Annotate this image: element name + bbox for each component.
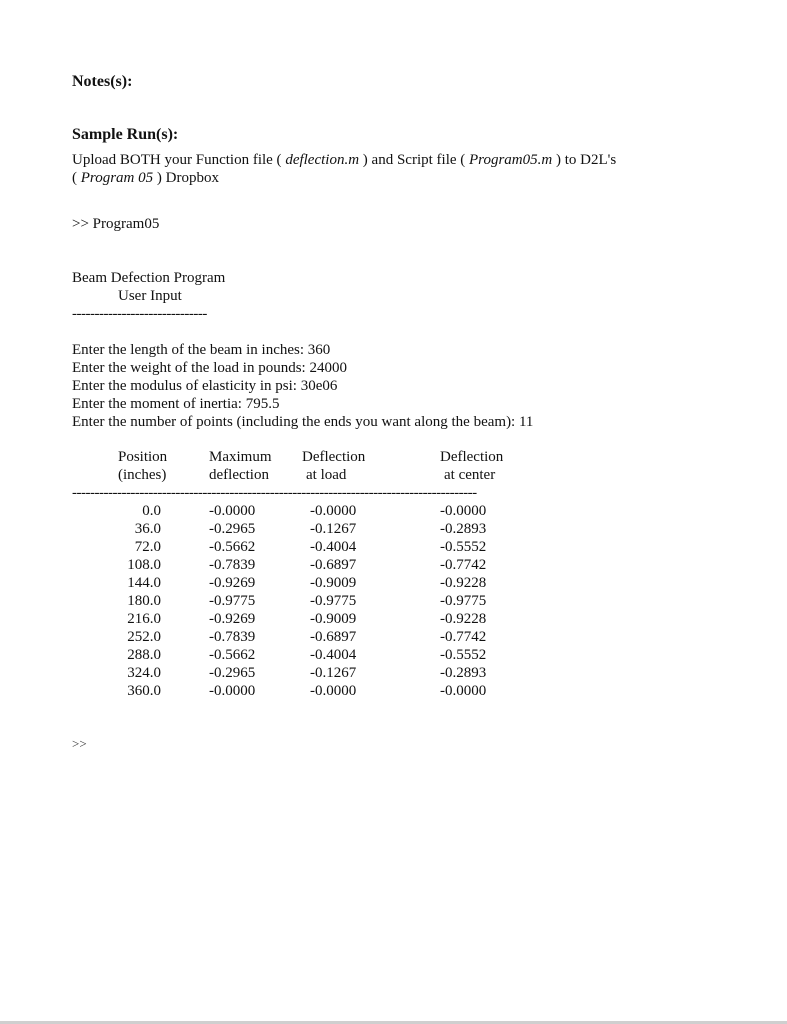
input-line-modulus: Enter the modulus of elasticity in psi: 30e06 — [72, 378, 338, 394]
maximum-deflection-column — [209, 502, 255, 700]
table-cell: -0.0000 — [209, 503, 256, 519]
table-cell: -0.7839 — [209, 557, 256, 573]
table-cell: -0.1267 — [310, 665, 357, 681]
upload-text: ) and Script file ( — [359, 152, 470, 168]
function-file-name: deflection.m — [285, 152, 360, 168]
table-cell: -0.0000 — [440, 503, 487, 519]
table-cell: -0.9775 — [310, 593, 357, 609]
header-line: deflection — [209, 467, 269, 483]
table-cell: -0.2965 — [209, 521, 256, 537]
upload-text: Upload BOTH your Function file ( — [72, 152, 286, 168]
notes-heading: Notes(s): — [72, 73, 133, 90]
table-cell: -0.4004 — [310, 539, 357, 555]
short-divider: ------------------------------ — [72, 306, 207, 322]
table-cell: 108.0 — [127, 557, 161, 573]
upload-instruction-line-1 — [72, 151, 616, 169]
table-cell: -0.7742 — [440, 557, 487, 573]
header-line: at load — [306, 467, 347, 483]
table-cell: -0.5662 — [209, 539, 256, 555]
input-line-length: Enter the length of the beam in inches: 360 — [72, 342, 331, 358]
table-cell: 324.0 — [127, 665, 161, 681]
dropbox-name: Program 05 — [80, 170, 154, 186]
table-cell: -0.4004 — [310, 647, 357, 663]
upload-text: ) Dropbox — [153, 170, 219, 186]
table-cell: 72.0 — [134, 539, 161, 555]
table-cell: 288.0 — [127, 647, 161, 663]
table-cell: -0.9009 — [310, 575, 357, 591]
table-cell: -0.6897 — [310, 629, 357, 645]
final-prompt: >> — [72, 736, 87, 751]
input-line-weight: Enter the weight of the load in pounds: 24000 — [72, 360, 347, 376]
table-cell: 144.0 — [127, 575, 161, 591]
header-line: Position — [118, 449, 168, 465]
table-cell: -0.9269 — [209, 611, 256, 627]
table-cell: -0.5662 — [209, 647, 256, 663]
table-cell: -0.5552 — [440, 647, 487, 663]
header-line: (inches) — [118, 467, 167, 483]
upload-text: ) to D2L's — [552, 152, 617, 168]
input-line-inertia: Enter the moment of inertia: 795.5 — [72, 396, 280, 412]
position-column — [107, 502, 161, 700]
table-cell: 36.0 — [134, 521, 161, 537]
header-deflection-at-load — [302, 448, 365, 484]
table-cell: 360.0 — [127, 683, 161, 699]
table-cell: -0.7742 — [440, 629, 487, 645]
user-input-label: User Input — [118, 288, 182, 304]
table-cell: -0.2965 — [209, 665, 256, 681]
table-cell: -0.2893 — [440, 665, 487, 681]
table-cell: -0.7839 — [209, 629, 256, 645]
table-divider: ------------------------------------------------------------------------------------------ — [72, 485, 477, 501]
input-line-points: Enter the number of points (including the ends you want along the beam): 11 — [72, 414, 534, 430]
table-cell: -0.0000 — [310, 503, 357, 519]
table-cell: -0.9775 — [440, 593, 487, 609]
upload-text: ( — [72, 170, 81, 186]
deflection-at-center-column — [440, 502, 486, 700]
table-cell: -0.5552 — [440, 539, 487, 555]
header-line: Deflection — [440, 449, 504, 465]
table-cell: -0.9009 — [310, 611, 357, 627]
header-line: Maximum — [209, 449, 272, 465]
header-position — [118, 448, 167, 484]
table-cell: -0.9228 — [440, 611, 487, 627]
table-cell: -0.6897 — [310, 557, 357, 573]
table-cell: -0.2893 — [440, 521, 487, 537]
header-line: at center — [444, 467, 496, 483]
table-cell: -0.0000 — [440, 683, 487, 699]
table-cell: 252.0 — [127, 629, 161, 645]
upload-instruction-line-2 — [72, 169, 219, 187]
table-cell: 216.0 — [127, 611, 161, 627]
table-cell: -0.9228 — [440, 575, 487, 591]
program-title: Beam Defection Program — [72, 270, 226, 286]
header-line: Deflection — [302, 449, 366, 465]
table-cell: -0.1267 — [310, 521, 357, 537]
table-cell: -0.9269 — [209, 575, 256, 591]
header-deflection-at-center — [440, 448, 503, 484]
table-cell: -0.0000 — [310, 683, 357, 699]
deflection-at-load-column — [310, 502, 356, 700]
script-file-name: Program05.m — [469, 152, 553, 168]
header-maximum-deflection — [209, 448, 272, 484]
table-cell: -0.0000 — [209, 683, 256, 699]
table-cell: -0.9775 — [209, 593, 256, 609]
command-prompt: >> Program05 — [72, 216, 160, 232]
table-cell: 0.0 — [142, 503, 161, 519]
sample-run-heading: Sample Run(s): — [72, 126, 179, 143]
table-cell: 180.0 — [127, 593, 161, 609]
